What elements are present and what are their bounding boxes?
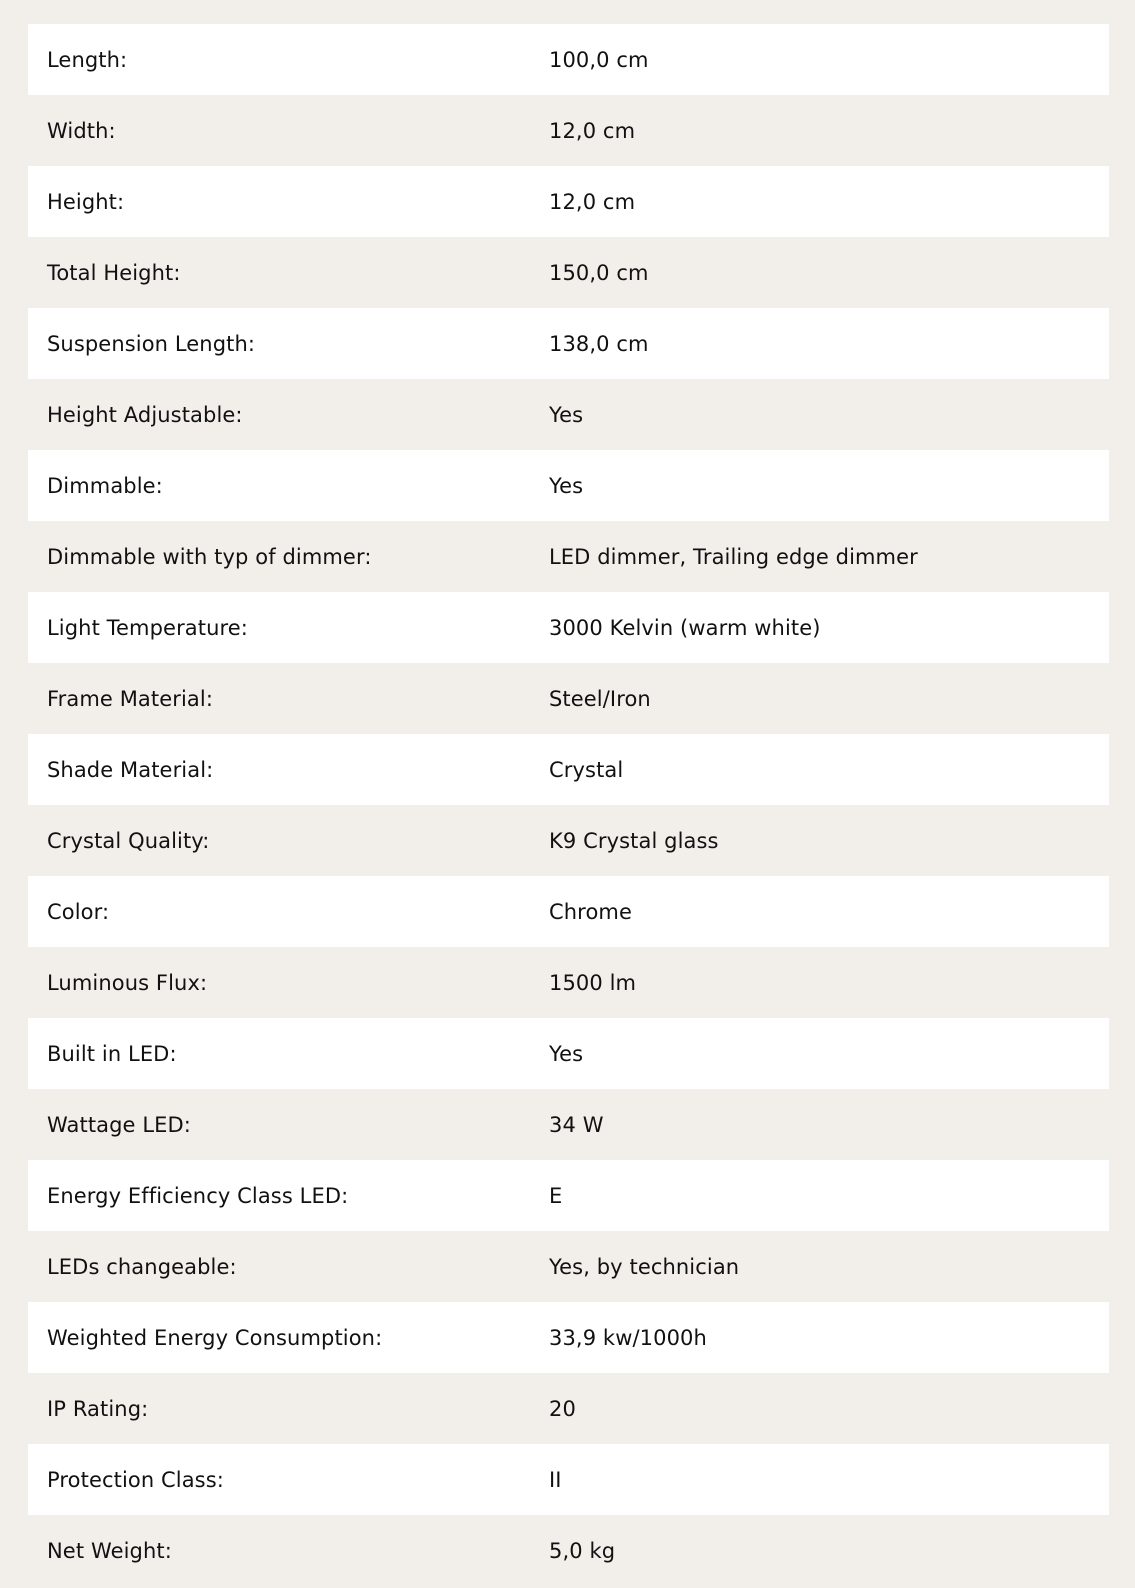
spec-row-weighted-energy-consumption <box>28 1302 1109 1373</box>
spec-value: 150,0 cm <box>549 260 649 285</box>
spec-row-dimmer-type <box>28 521 1109 592</box>
spec-row-length <box>28 24 1109 95</box>
spec-value: II <box>549 1467 562 1492</box>
spec-row-frame-material <box>28 663 1109 734</box>
spec-row-luminous-flux <box>28 947 1109 1018</box>
spec-label: Shade Material: <box>47 757 214 782</box>
spec-value: 34 W <box>549 1112 604 1137</box>
spec-value: Steel/Iron <box>549 686 651 711</box>
spec-value: 20 <box>549 1396 576 1421</box>
spec-label: IP Rating: <box>47 1396 149 1421</box>
spec-value: Crystal <box>549 757 624 782</box>
spec-value: Yes <box>549 1041 584 1066</box>
spec-label: Dimmable: <box>47 473 163 498</box>
spec-value: 100,0 cm <box>549 47 649 72</box>
spec-label: Built in LED: <box>47 1041 177 1066</box>
spec-label: Width: <box>47 118 116 143</box>
spec-label: Dimmable with typ of dimmer: <box>47 544 372 569</box>
spec-value: Yes, by technician <box>549 1254 740 1279</box>
spec-label: Weighted Energy Consumption: <box>47 1325 383 1350</box>
product-specifications-table <box>28 24 1109 1586</box>
spec-label: Energy Efficiency Class LED: <box>47 1183 349 1208</box>
spec-row-net-weight <box>28 1515 1109 1586</box>
spec-label: Light Temperature: <box>47 615 248 640</box>
spec-label: Crystal Quality: <box>47 828 210 853</box>
spec-value: K9 Crystal glass <box>549 828 719 853</box>
spec-value: 12,0 cm <box>549 118 636 143</box>
spec-value: 12,0 cm <box>549 189 636 214</box>
spec-row-shade-material <box>28 734 1109 805</box>
spec-row-height-adjustable <box>28 379 1109 450</box>
spec-row-suspension-length <box>28 308 1109 379</box>
spec-label: Net Weight: <box>47 1538 172 1563</box>
spec-label: Length: <box>47 47 128 72</box>
spec-value: Chrome <box>549 899 632 924</box>
spec-row-light-temperature <box>28 592 1109 663</box>
spec-value: Yes <box>549 473 584 498</box>
spec-row-leds-changeable <box>28 1231 1109 1302</box>
spec-value: Yes <box>549 402 584 427</box>
spec-row-color <box>28 876 1109 947</box>
spec-value: LED dimmer, Trailing edge dimmer <box>549 544 918 569</box>
spec-value: 138,0 cm <box>549 331 649 356</box>
spec-value: 33,9 kw/1000h <box>549 1325 707 1350</box>
spec-row-crystal-quality <box>28 805 1109 876</box>
spec-label: Luminous Flux: <box>47 970 208 995</box>
spec-value: 3000 Kelvin (warm white) <box>549 615 821 640</box>
spec-row-ip-rating <box>28 1373 1109 1444</box>
spec-label: Frame Material: <box>47 686 213 711</box>
spec-row-height <box>28 166 1109 237</box>
spec-label: Color: <box>47 899 110 924</box>
spec-value: E <box>549 1183 563 1208</box>
spec-row-built-in-led <box>28 1018 1109 1089</box>
spec-label: Wattage LED: <box>47 1112 191 1137</box>
spec-label: Height: <box>47 189 125 214</box>
spec-label: Total Height: <box>47 260 181 285</box>
spec-row-protection-class <box>28 1444 1109 1515</box>
spec-label: Suspension Length: <box>47 331 256 356</box>
spec-value: 1500 lm <box>549 970 637 995</box>
spec-row-width <box>28 95 1109 166</box>
spec-label: Height Adjustable: <box>47 402 243 427</box>
spec-row-dimmable <box>28 450 1109 521</box>
spec-row-energy-efficiency-class <box>28 1160 1109 1231</box>
spec-label: LEDs changeable: <box>47 1254 237 1279</box>
spec-row-total-height <box>28 237 1109 308</box>
spec-row-wattage-led <box>28 1089 1109 1160</box>
spec-label: Protection Class: <box>47 1467 224 1492</box>
spec-value: 5,0 kg <box>549 1538 616 1563</box>
